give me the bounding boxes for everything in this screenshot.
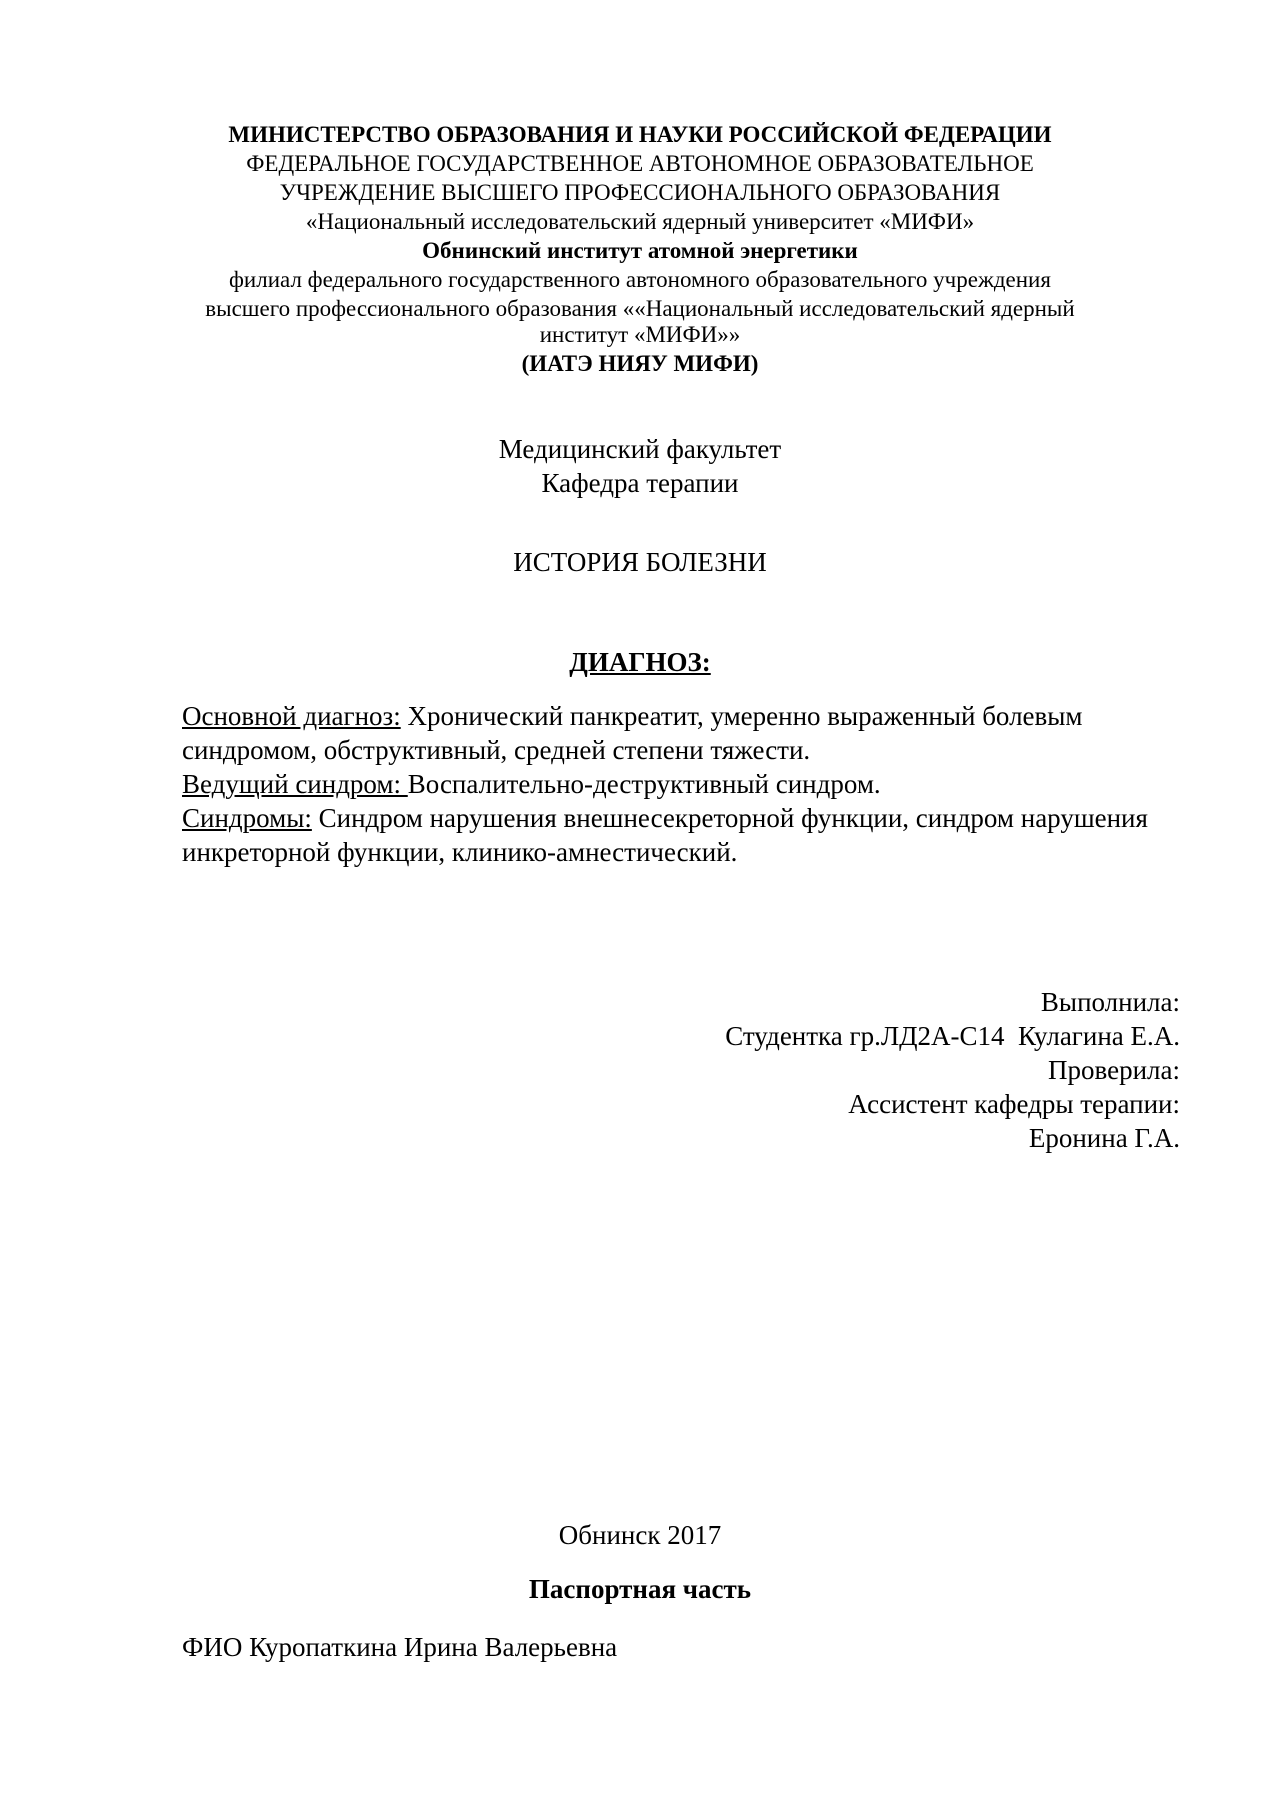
diagnosis-heading xyxy=(0,645,1280,679)
checked-by-label: Проверила: xyxy=(1048,1055,1180,1085)
assistant-name: Еронина Г.А. xyxy=(1028,1123,1180,1153)
institution-line-1: ФЕДЕРАЛЬНОЕ ГОСУДАРСТВЕННОЕ АВТОНОМНОЕ ОБРАЗОВАТЕЛЬНОЕ xyxy=(246,151,1034,176)
leading-syndrome xyxy=(182,767,1192,801)
branch-line-2: высшего профессионального образования ««Национальный исследовательский ядерный xyxy=(205,296,1075,321)
main-diagnosis-text: Хронический панкреатит, умеренно выраженный болевым синдромом, обструктивный, средней степени тяжести. xyxy=(182,701,1083,765)
done-by-label: Выполнила: xyxy=(1040,987,1180,1017)
signature-block xyxy=(480,985,1180,1155)
patient-fio: ФИО Куропаткина Ирина Валерьевна xyxy=(182,1632,618,1662)
syndromes xyxy=(182,801,1192,869)
syndromes-text: Синдром нарушения внешнесекреторной функции, синдром нарушения инкреторной функции, клинико-амнестический. xyxy=(182,803,1148,867)
assistant-info: Ассистент кафедры терапии: xyxy=(848,1089,1180,1119)
syndromes-label: Синдромы: xyxy=(182,803,312,833)
department-name: Кафедра терапии xyxy=(541,468,739,498)
branch-line-3: институт «МИФИ»» xyxy=(539,322,741,347)
city-year: Обнинск 2017 xyxy=(558,1520,722,1550)
main-diagnosis xyxy=(182,699,1192,767)
university-name: «Национальный исследовательский ядерный университет «МИФИ» xyxy=(305,209,975,234)
institute-name: Обнинский институт атомной энергетики xyxy=(422,238,858,263)
faculty-name: Медицинский факультет xyxy=(498,434,782,464)
main-diagnosis-label: Основной диагноз: xyxy=(182,701,401,731)
student-info: Студентка гр.ЛД2А-С14 Кулагина Е.А. xyxy=(725,1021,1180,1051)
branch-line-1: филиал федерального государственного автономного образовательного учреждения xyxy=(229,267,1051,292)
leading-syndrome-text: Воспалительно-деструктивный синдром. xyxy=(407,769,881,799)
diagnosis-body xyxy=(182,699,1192,869)
passport-heading: Паспортная часть xyxy=(528,1574,752,1604)
institution-line-2: УЧРЕЖДЕНИЕ ВЫСШЕГО ПРОФЕССИОНАЛЬНОГО ОБРАЗОВАНИЯ xyxy=(279,180,1001,205)
ministry-title: МИНИСТЕРСТВО ОБРАЗОВАНИЯ И НАУКИ РОССИЙСКОЙ ФЕДЕРАЦИИ xyxy=(228,122,1052,147)
diagnosis-heading-text: ДИАГНОЗ: xyxy=(569,647,711,677)
institute-abbreviation: (ИАТЭ НИЯУ МИФИ) xyxy=(521,351,759,376)
document-title: ИСТОРИЯ БОЛЕЗНИ xyxy=(513,547,767,577)
leading-syndrome-label: Ведущий синдром: xyxy=(182,769,408,799)
